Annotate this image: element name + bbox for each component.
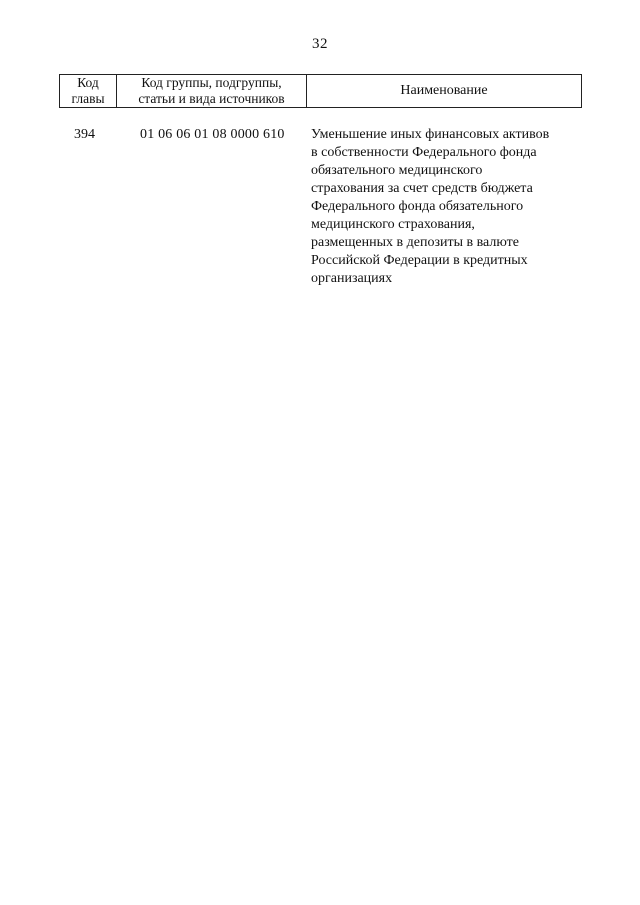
header-group-code — [117, 75, 307, 107]
header-chapter-code-line-1: Код — [77, 75, 99, 90]
row-name-line: организациях — [311, 271, 393, 286]
header-name — [307, 75, 581, 107]
header-name-label: Наименование — [400, 83, 488, 98]
header-group-code-line-1: Код группы, подгруппы, — [141, 75, 282, 90]
row-group-code: 01 06 06 01 08 0000 610 — [140, 127, 285, 142]
row-name-line: в собственности Федерального фонда — [311, 145, 537, 160]
row-name-line: Федерального фонда обязательного — [311, 199, 524, 214]
header-chapter-code-line-2: главы — [71, 91, 105, 106]
row-name-line: обязательного медицинского — [311, 163, 483, 178]
row-name-line: размещенных в депозиты в валюте — [311, 235, 519, 250]
header-chapter-code — [60, 75, 117, 107]
row-name-line: медицинского страхования, — [311, 217, 475, 232]
table-header — [59, 74, 582, 108]
row-name-line: Российской Федерации в кредитных — [311, 253, 528, 268]
page-number: 32 — [312, 36, 328, 52]
row-name-line: страхования за счет средств бюджета — [311, 181, 533, 196]
row-name — [311, 126, 579, 288]
row-chapter-code: 394 — [74, 127, 95, 142]
row-name-line: Уменьшение иных финансовых активов — [311, 127, 550, 142]
header-group-code-line-2: статьи и вида источников — [138, 91, 285, 106]
